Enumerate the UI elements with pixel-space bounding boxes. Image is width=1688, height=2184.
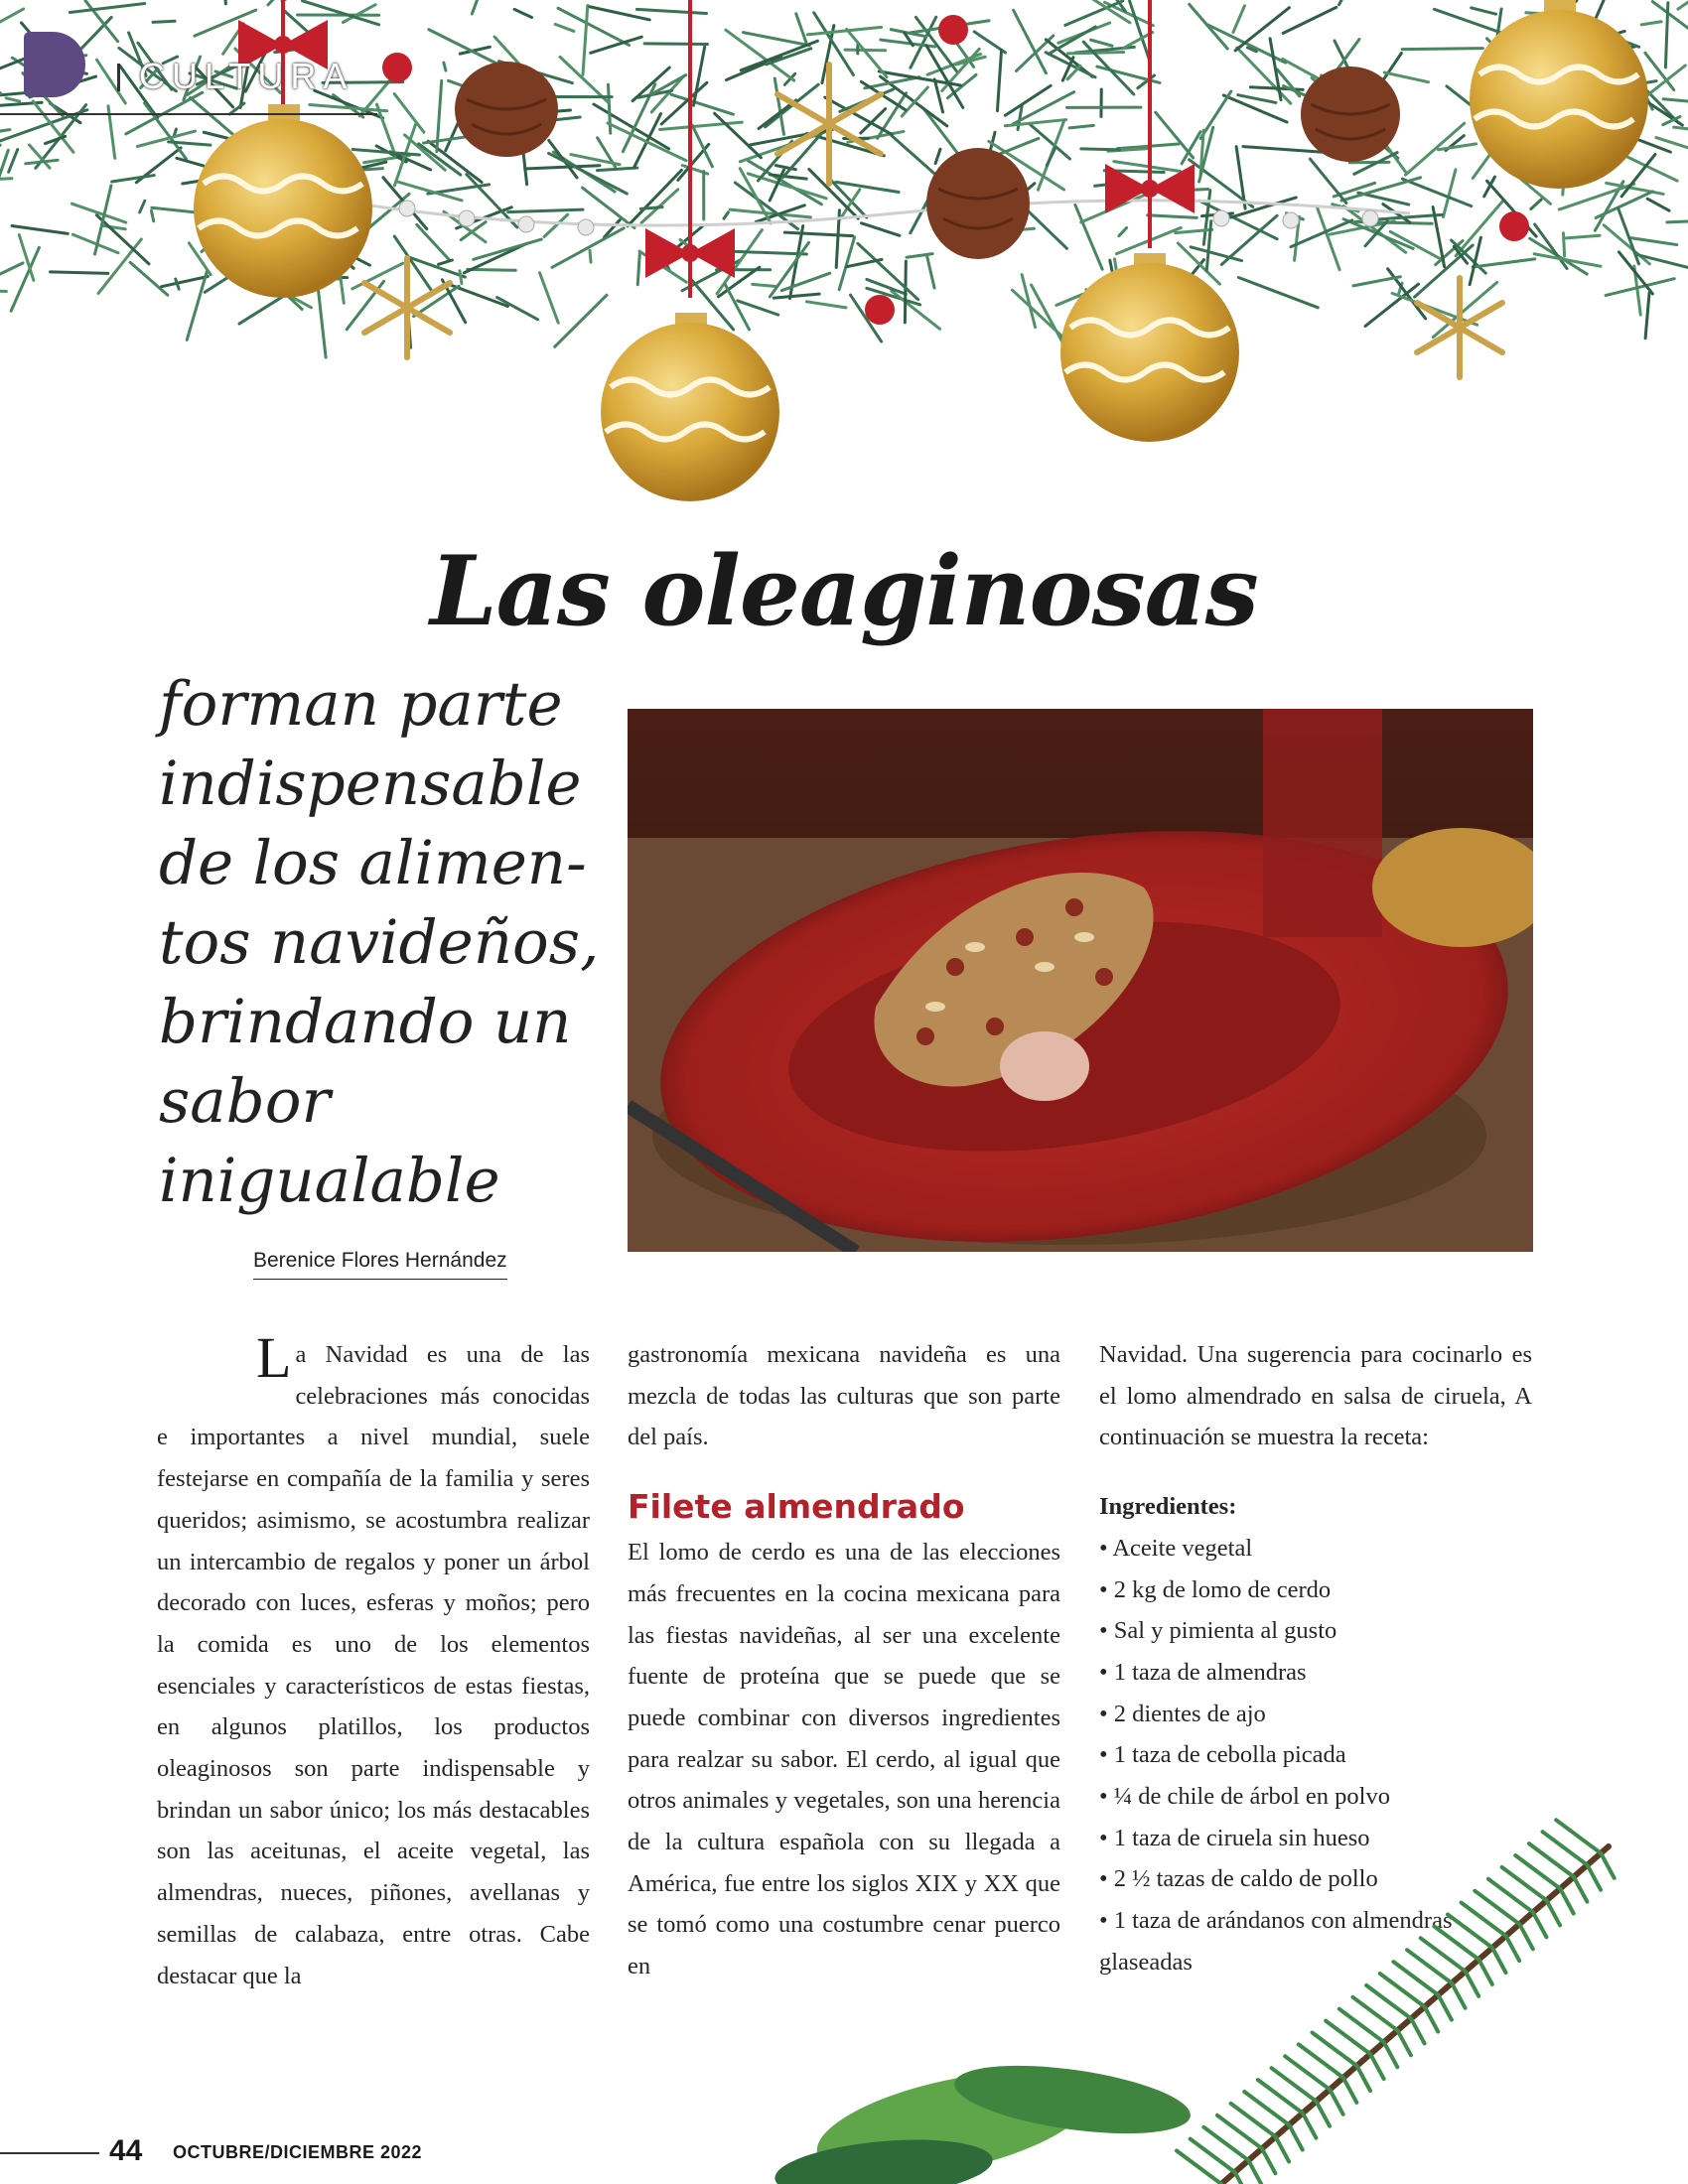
ingredients-heading: Ingredientes: — [1099, 1493, 1237, 1521]
drop-cap: L — [256, 1325, 292, 1390]
footer-rule — [0, 2152, 99, 2154]
ingredient-item: • 1 taza de cebolla picada — [1099, 1734, 1532, 1776]
body-column-1 — [157, 1325, 590, 1996]
food-photo — [628, 709, 1533, 1252]
ingredient-item: • Aceite vegetal — [1099, 1528, 1532, 1570]
body-column-3 — [1099, 1334, 1532, 1983]
gold-bauble-icon — [194, 0, 1648, 501]
ingredient-item: • Sal y pimienta al gusto — [1099, 1610, 1532, 1652]
ingredient-item: • ¼ de chile de árbol en polvo — [1099, 1776, 1532, 1818]
section-subheading: Filete almendrado — [628, 1487, 965, 1527]
ingredients-list — [1099, 1528, 1532, 1983]
article-subtitle: forman parte indispensable de los alimen-tos navideños, brindando un sabor inigualable — [159, 669, 600, 1216]
body-paragraph-3: El lomo de cerdo es una de las elecciones más frecuentes en la cocina mexicana para las fiestas navideñas, al ser una excelente fuente de proteína que se puede que se puede combinar con diversos ingredientes para realzar su sabor. El cerdo, al igual que otros animales y vegetales, son una herencia de la cultura española con su llegada a América, fue entre los siglos XIX y XX que se tomó como una costumbre cenar puerco en — [628, 1539, 1060, 1980]
body-paragraph-1: a Navidad es una de las celebraciones más conocidas e importantes a nivel mundial, suele festejarse en compañía de la familia y seres queridos; asimismo, se acostumbra realizar un intercambio de regalos y poner un árbol decorado con luces, esferas y moños; pero la comida es uno de los elementos esenciales y característicos de estas fiestas, en algunos platillos, los productos oleaginosos son parte indispensable y brindan un sabor único; los más destacables son las aceitunas, el aceite vegetal, las almendras, nueces, piñones, avellanas y semillas de calabaza, entre otras. Cabe destacar que la — [157, 1341, 590, 1989]
ingredient-item: • 1 taza de ciruela sin hueso — [1099, 1818, 1532, 1859]
body-column-2 — [628, 1334, 1060, 1987]
article-title: Las oleaginosas — [430, 535, 1258, 647]
section-label: CULTURA — [139, 56, 354, 96]
ingredient-item: • 1 taza de almendras — [1099, 1652, 1532, 1694]
ingredient-item: • 2 dientes de ajo — [1099, 1694, 1532, 1735]
ingredient-item: • 2 ½ tazas de caldo de pollo — [1099, 1858, 1532, 1900]
body-paragraph-4: Navidad. Una sugerencia para cocinarlo es el lomo almendrado en salsa de ciruela, A continuación se muestra la receta: — [1099, 1341, 1532, 1451]
issue-date: OCTUBRE/DICIEMBRE 2022 — [173, 2142, 423, 2162]
header-rule — [0, 113, 377, 115]
section-divider — [117, 64, 120, 91]
ingredient-item: • 1 taza de arándanos con almendras glaseadas — [1099, 1900, 1532, 1982]
body-paragraph-2: gastronomía mexicana navideña es una mezcla de todas las culturas que son parte del país. — [628, 1341, 1060, 1451]
page-number: 44 — [109, 2134, 143, 2167]
author-byline: Berenice Flores Hernández — [253, 1249, 507, 1280]
ingredient-item: • 2 kg de lomo de cerdo — [1099, 1570, 1532, 1611]
